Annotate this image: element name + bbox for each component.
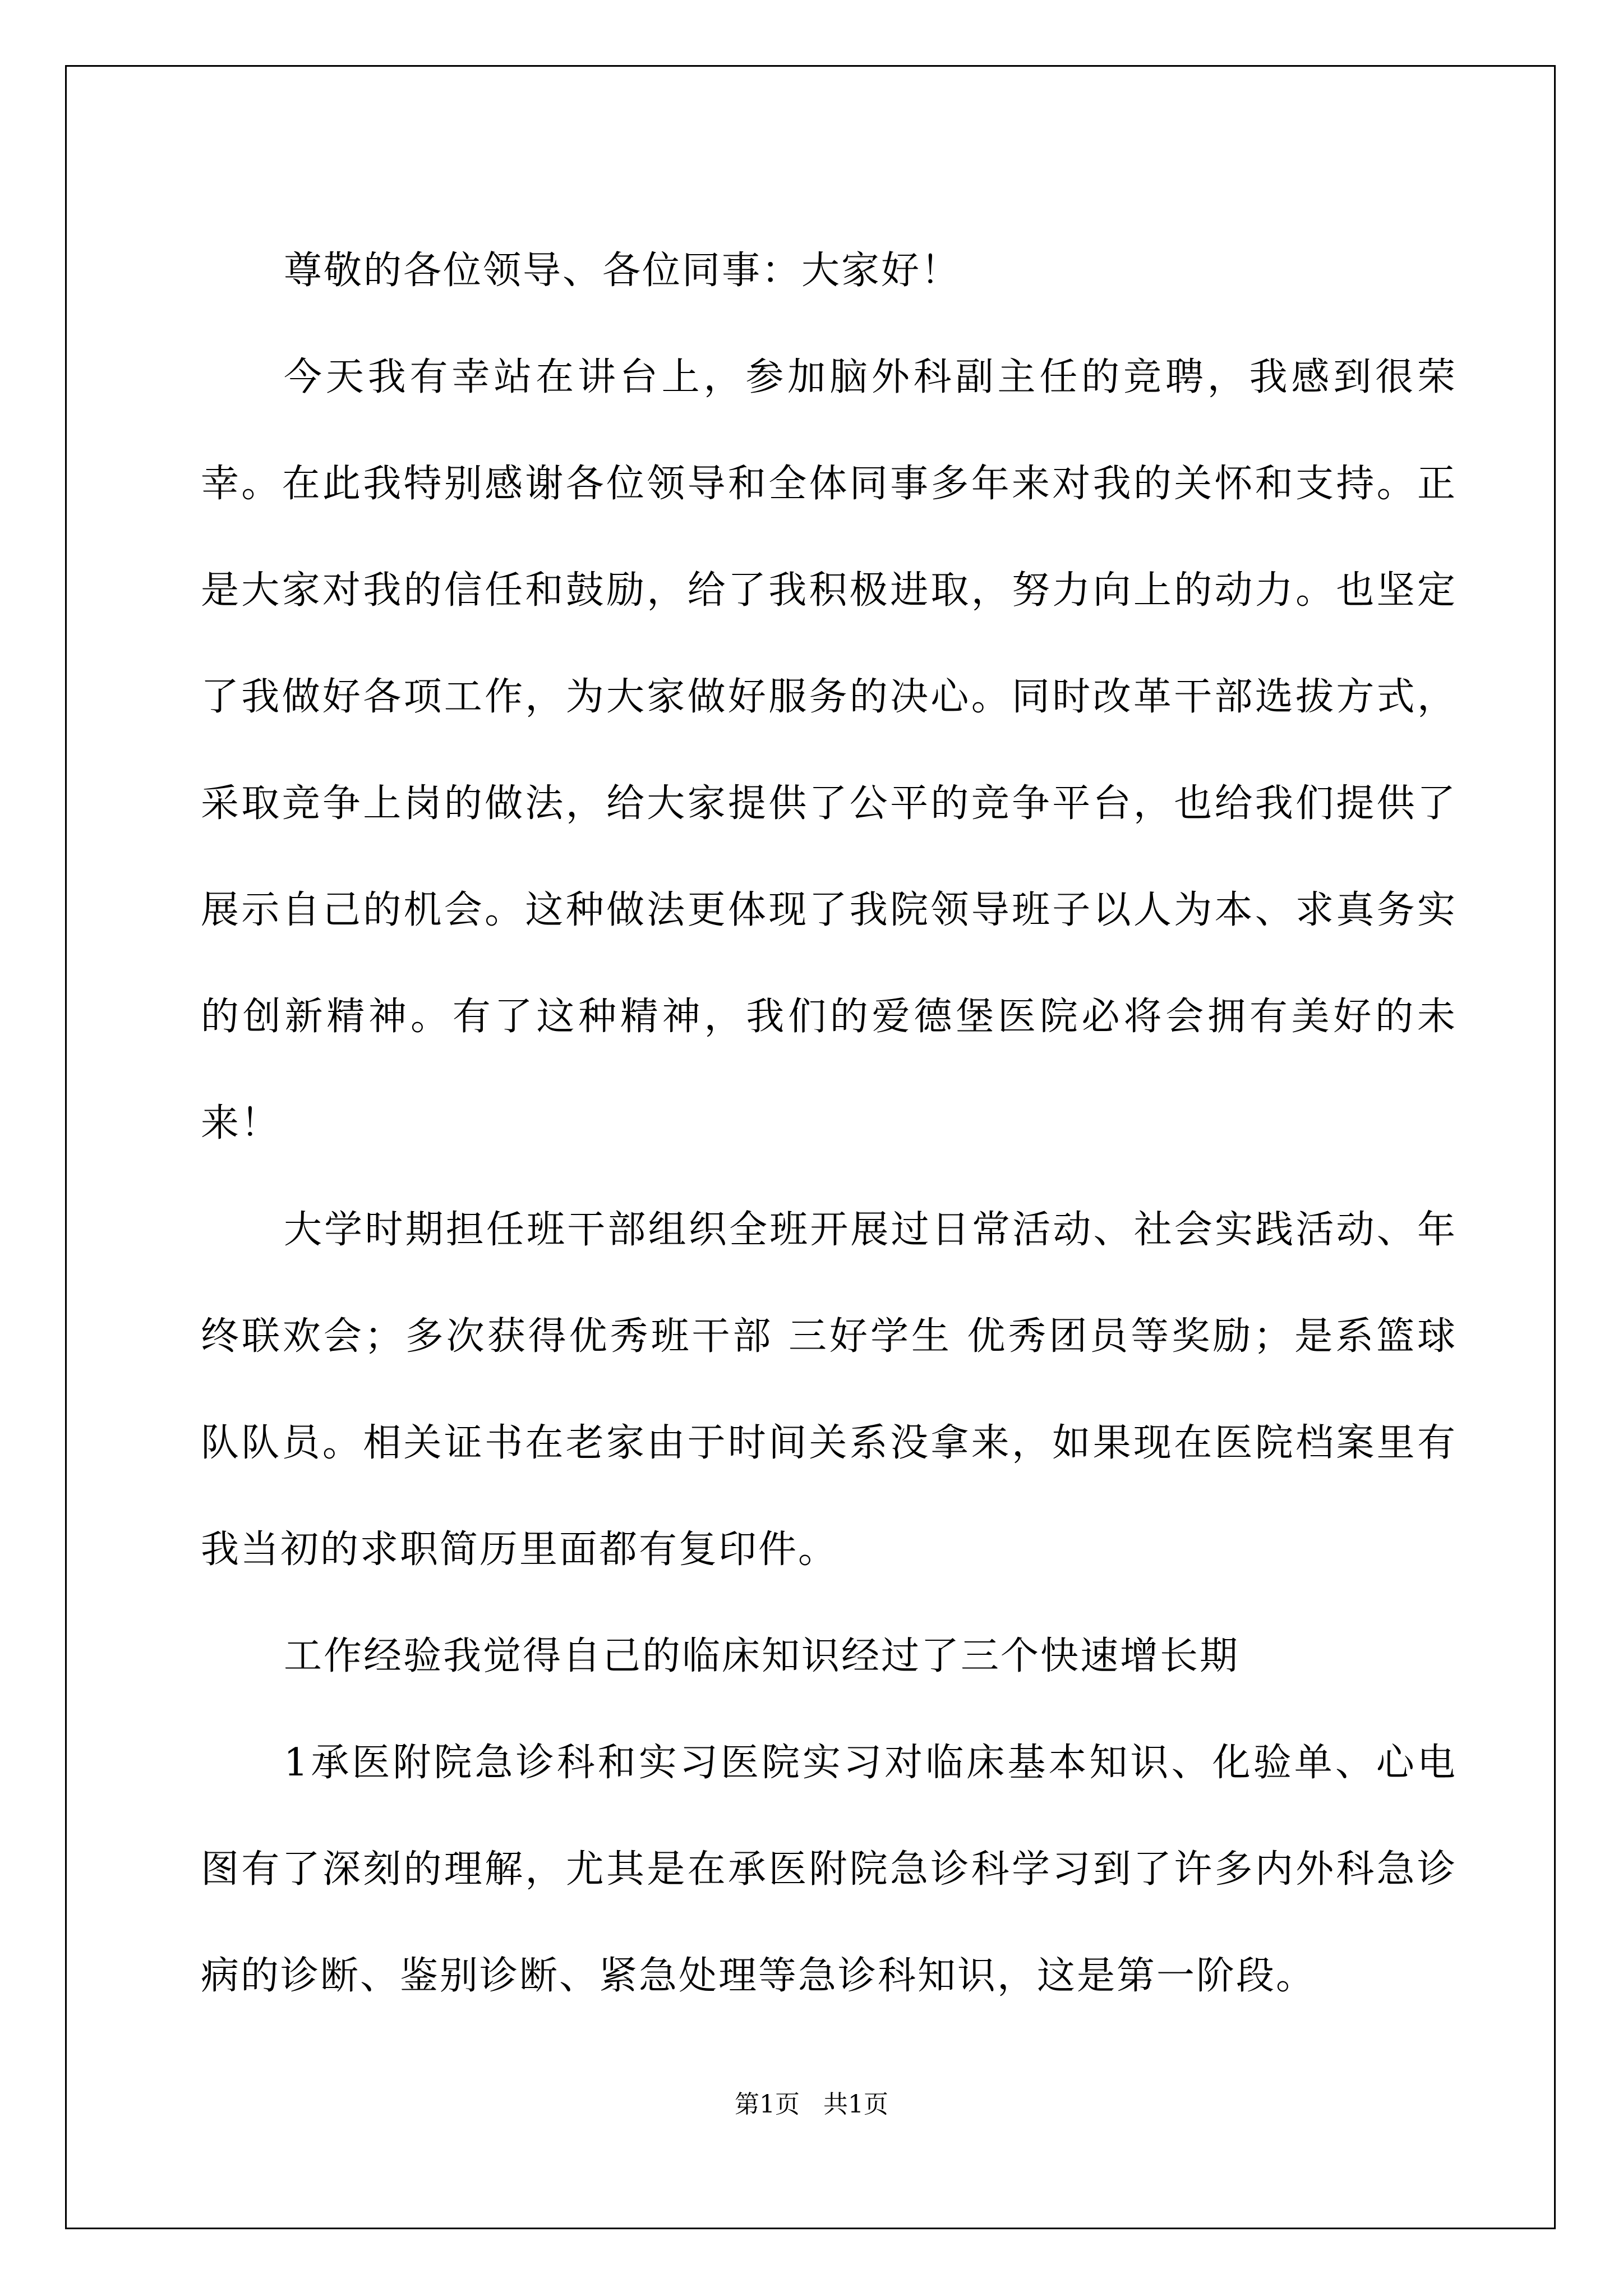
paragraph-university: 大学时期担任班干部组织全班开展过日常活动、社会实践活动、年终联欢会；多次获得优秀班干部 三好学生 优秀团员等奖励；是系篮球队队员。相关证书在老家由于时间关系没拿来，如果现在医院档案里有我当初的求职简历里面都有复印件。 xyxy=(201,1208,1457,1572)
page-number: 第1页 xyxy=(735,2090,800,2119)
paragraph-stage-one: 1承医附院急诊科和实习医院实习对临床基本知识、化验单、心电图有了深刻的理解，尤其是在承医附院急诊科学习到了许多内外科急诊病的诊断、鉴别诊断、紧急处理等急诊科知识，这是第一阶段。 xyxy=(201,1741,1457,1998)
paragraph-greeting: 尊敬的各位领导、各位同事：大家好！ xyxy=(284,249,961,293)
paragraph-work-experience: 工作经验我觉得自己的临床知识经过了三个快速增长期 xyxy=(284,1634,1240,1678)
document-body xyxy=(201,218,1457,2030)
paragraph-introduction: 今天我有幸站在讲台上，参加脑外科副主任的竞聘，我感到很荣幸。在此我特别感谢各位领导和全体同事多年来对我的关怀和支持。正是大家对我的信任和鼓励，给了我积极进取，努力向上的动力。也坚定了我做好各项工作，为大家做好服务的决心。同时改革干部选拔方式，采取竞争上岗的做法，给大家提供了公平的竞争平台，也给我们提供了展示自己的机会。这种做法更体现了我院领导班子以人为本、求真务实的创新精神。有了这种精神，我们的爱德堡医院必将会拥有美好的未来！ xyxy=(201,355,1457,1145)
page-total: 共1页 xyxy=(823,2090,888,2119)
page-footer xyxy=(0,2088,1623,2122)
